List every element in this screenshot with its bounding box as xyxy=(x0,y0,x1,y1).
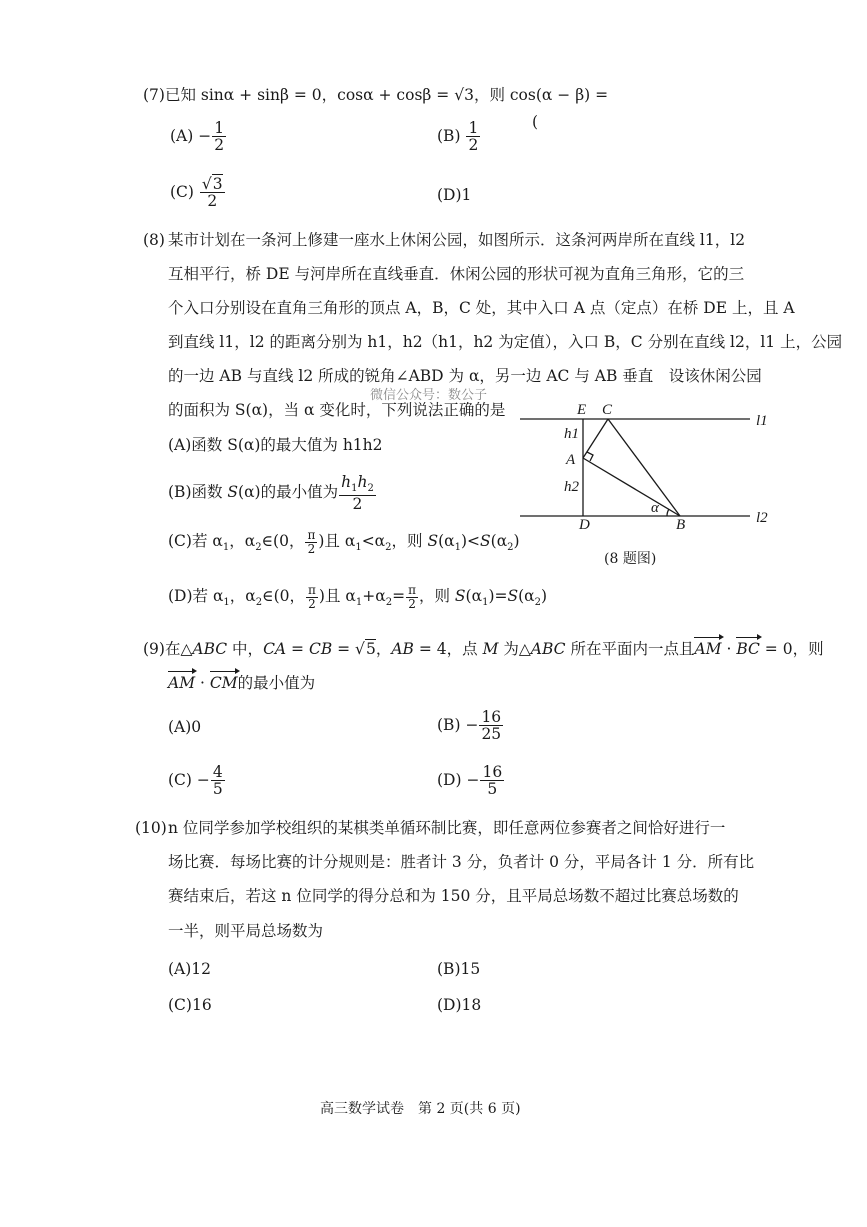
q9-option-c-label: (C) xyxy=(168,770,192,789)
segment-ab xyxy=(583,458,680,516)
q10-line-3: 赛结束后，若这 n 位同学的得分总和为 150 分，且平局总场数不超过比赛总场数的 xyxy=(168,887,739,905)
label-alpha: α xyxy=(651,500,659,516)
q8-number: (8) xyxy=(143,231,165,249)
q7-option-a-label: (A) xyxy=(170,126,194,145)
q7-option-d xyxy=(437,186,471,205)
q8-line-1: 某市计划在一条河上修建一座水上休闲公园，如图所示．这条河两岸所在直线 l1，l2 xyxy=(168,231,746,249)
q8-line-2: 互相平行，桥 DE 与河岸所在直线垂直．休闲公园的形状可视为直角三角形，它的三 xyxy=(168,265,745,283)
q9-option-a xyxy=(168,718,201,737)
q8-figure-caption: (8 题图) xyxy=(604,551,657,567)
q7-option-b-frac: $\frac{1}{2}$ xyxy=(468,119,479,155)
right-angle-mark xyxy=(587,452,593,461)
q9-option-c: (C) − $\frac{4}{5}$ xyxy=(168,763,223,799)
q7-answer-paren: ( xyxy=(532,113,539,131)
q7-option-d-label: (D) xyxy=(437,186,462,204)
q10-number: (10) xyxy=(135,819,167,837)
label-c: C xyxy=(602,402,613,418)
q9-number: (9) xyxy=(143,640,165,658)
label-b: B xyxy=(676,517,686,533)
watermark: 微信公众号：数公子 xyxy=(370,388,488,403)
segment-cb xyxy=(608,419,680,516)
q9-stem: (9)在△ABC 中，CA = CB = √5，AB = 4，点 M 为△ABC 所在平面内一点且AM · BC = 0，则 xyxy=(143,640,824,658)
q10-option-c: (C)16 xyxy=(168,996,212,1014)
q7-text: 已知 sinα + sinβ = 0，cosα + cosβ = √3，则 cos(α − β) = xyxy=(164,86,609,104)
q7-option-c xyxy=(170,176,226,210)
segment-ac xyxy=(583,419,608,458)
q10-option-a: (A)12 xyxy=(168,960,212,978)
q9-option-b-label: (B) xyxy=(437,715,461,734)
q10-line-2: 场比赛．每场比赛的计分规则是：胜者计 3 分，负者计 0 分，平局各计 1 分．所有比 xyxy=(168,853,755,871)
q8-option-d: (D)若 $\alpha_1$，$\alpha_2\in(0$， $\frac{\pi}{2}$ )且 $\alpha_1+\alpha_2=$ $\frac{\pi}{2}$ ，则 $S(\alpha_1)=S(\alpha_2)$ xyxy=(168,583,548,611)
q9-option-a-label: (A) xyxy=(168,718,192,736)
q10-line-1: n 位同学参加学校组织的某棋类单循环制比赛，即任意两位参赛者之间恰好进行一 xyxy=(168,819,726,837)
q9-option-b: (B) − $\frac{16}{25}$ xyxy=(437,708,502,744)
page-footer: 高三数学试卷 第 2 页(共 6 页) xyxy=(320,1101,521,1117)
q9-option-a-value: 0 xyxy=(191,718,202,736)
label-l2: l2 xyxy=(756,510,768,526)
label-a: A xyxy=(566,452,576,468)
q7-option-c-label: (C) xyxy=(170,182,194,201)
label-l1: l1 xyxy=(756,413,768,429)
q8-line-3: 个入口分别设在直角三角形的顶点 A，B，C 处，其中入口 A 点（定点）在桥 DE 上，且 A xyxy=(168,299,795,317)
label-h1: h1 xyxy=(564,426,579,442)
label-h2: h2 xyxy=(564,479,579,495)
q7-option-b xyxy=(437,120,481,154)
q10-option-d: (D)18 xyxy=(437,996,482,1014)
label-d: D xyxy=(579,517,590,533)
q8-option-c: (C)若 $\alpha_1$，$\alpha_2\in(0$， $\frac{\pi}{2}$ )且 $\alpha_1<\alpha_2$，则 $S(\alpha_1)<S(\alpha_2)$ xyxy=(168,528,520,556)
q8-line-4: 到直线 l1，l2 的距离分别为 h1，h2（h1，h2 为定值），入口 B，C 分别在直线 l2，l1 上，公园 xyxy=(168,333,843,351)
q8-line-5: 的一边 AB 与直线 l2 所成的锐角∠ABD 为 α，另一边 AC 与 AB 垂直 设该休闲公园 xyxy=(168,367,762,385)
q9-option-d-label: (D) xyxy=(437,770,462,789)
q8-option-b: (B)函数 S(α)的最小值为 $\frac{h_1h_2}{2}$ xyxy=(168,473,374,513)
angle-alpha-arc xyxy=(667,509,669,516)
q7-number: (7) xyxy=(143,86,165,104)
q7-option-c-frac: $\frac{√3}{2}$ xyxy=(201,175,223,211)
q7-option-d-value: 1 xyxy=(461,186,472,204)
label-e: E xyxy=(577,402,587,418)
q9-option-d: (D) − $\frac{16}{5}$ xyxy=(437,763,503,799)
q10-line-4: 一半，则平局总场数为 xyxy=(168,922,324,940)
q8-line-6: 的面积为 S(α)，当 α 变化时，下列说法正确的是 xyxy=(168,401,506,419)
q7-stem xyxy=(143,86,608,105)
q7-option-a: (A) − $\frac{1}{2}$ xyxy=(170,119,225,155)
q7-option-b-label: (B) xyxy=(437,126,461,145)
q9-stem-2: AM · CM的最小值为 xyxy=(168,674,316,692)
q8-option-a: (A)函数 S(α)的最大值为 h1h2 xyxy=(168,436,383,454)
q10-option-b: (B)15 xyxy=(437,960,481,978)
q7-option-a-frac: $\frac{1}{2}$ xyxy=(214,119,225,155)
